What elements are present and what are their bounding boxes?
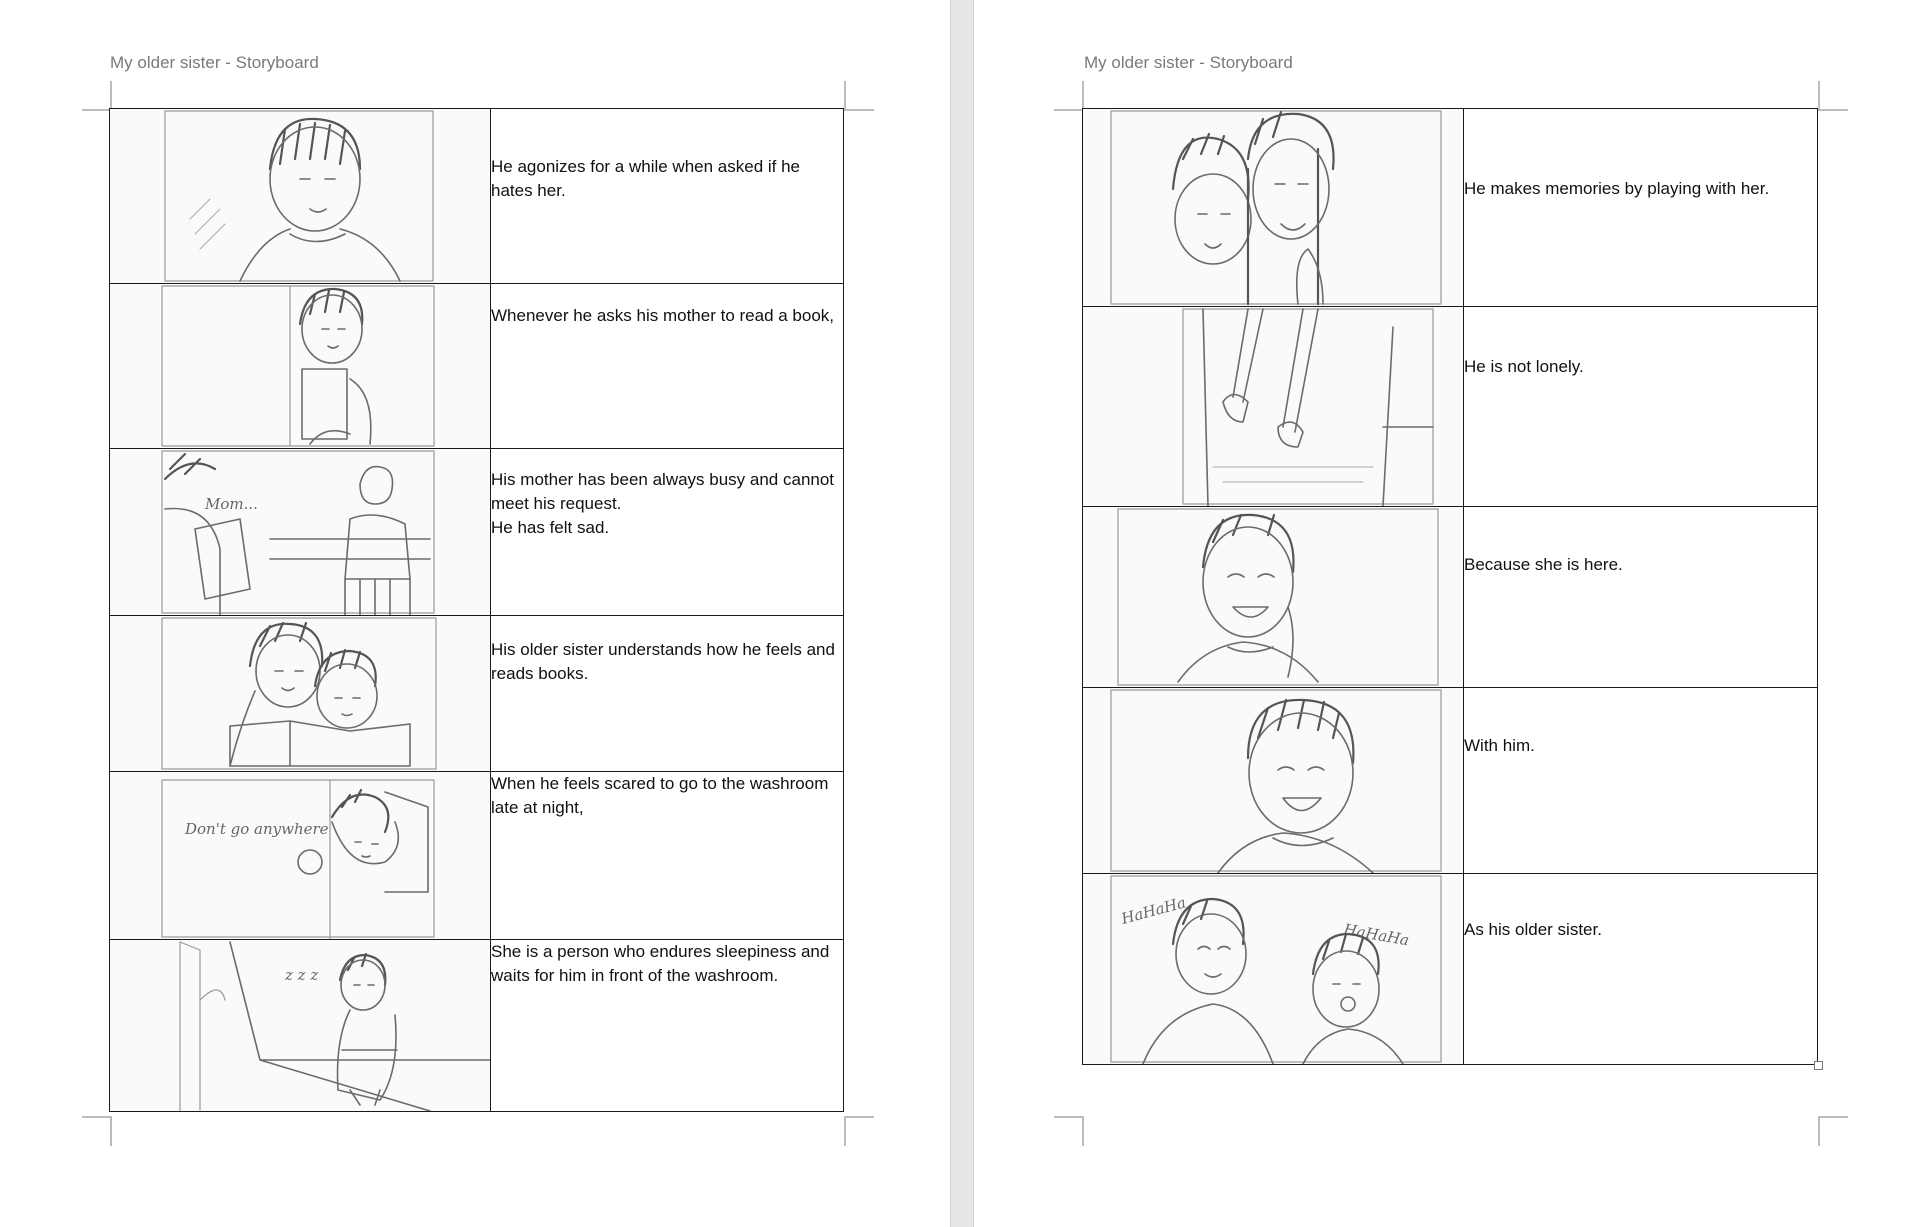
storyboard-table[interactable] bbox=[109, 108, 844, 1112]
panel-caption: As his older sister. bbox=[1464, 920, 1602, 939]
panel-image-cell[interactable] bbox=[110, 449, 491, 616]
storyboard-table[interactable] bbox=[1082, 108, 1818, 1065]
storyboard-row bbox=[110, 284, 844, 449]
panel-caption: His older sister understands how he feels and reads books. bbox=[491, 640, 835, 683]
sketch-sister-waiting bbox=[110, 940, 490, 1111]
panel-caption: When he feels scared to go to the washroom late at night, bbox=[491, 774, 829, 817]
margin-corner-mark bbox=[1818, 1116, 1848, 1146]
panel-caption: He agonizes for a while when asked if he hates her. bbox=[491, 157, 801, 200]
storyboard-row bbox=[110, 772, 844, 940]
panel-caption-cell[interactable] bbox=[491, 109, 844, 284]
storyboard-row bbox=[1083, 507, 1818, 688]
document-page-1 bbox=[0, 0, 950, 1227]
sketch-handwriting: Mom... bbox=[205, 495, 258, 513]
page-header: My older sister - Storyboard bbox=[110, 53, 319, 72]
sketch-washroom-door bbox=[110, 772, 490, 939]
sketch-walking-legs bbox=[1083, 307, 1463, 506]
panel-image-cell[interactable] bbox=[1083, 688, 1464, 874]
panel-caption-cell[interactable] bbox=[491, 616, 844, 772]
table-resize-handle[interactable] bbox=[1814, 1061, 1823, 1070]
panel-caption-cell[interactable] bbox=[1464, 109, 1818, 307]
margin-corner-mark bbox=[82, 1116, 112, 1146]
panel-image-cell[interactable] bbox=[110, 772, 491, 940]
storyboard-row bbox=[110, 449, 844, 616]
panel-caption-cell[interactable] bbox=[1464, 688, 1818, 874]
storyboard-row bbox=[1083, 688, 1818, 874]
panel-image-cell[interactable] bbox=[110, 109, 491, 284]
sketch-boy-thinking bbox=[110, 109, 490, 283]
sketch-both-laughing bbox=[1083, 874, 1463, 1064]
margin-corner-mark bbox=[844, 81, 874, 111]
margin-corner-mark bbox=[1054, 1116, 1084, 1146]
panel-caption-cell[interactable] bbox=[491, 449, 844, 616]
page-header: My older sister - Storyboard bbox=[1084, 53, 1293, 72]
margin-corner-mark bbox=[1054, 81, 1084, 111]
storyboard-row bbox=[1083, 109, 1818, 307]
panel-caption: He is not lonely. bbox=[1464, 357, 1584, 376]
panel-image-cell[interactable] bbox=[1083, 874, 1464, 1065]
panel-caption: With him. bbox=[1464, 736, 1535, 755]
panel-caption-cell[interactable] bbox=[1464, 874, 1818, 1065]
storyboard-row bbox=[1083, 874, 1818, 1065]
sketch-boy-with-book bbox=[110, 284, 490, 448]
panel-image-cell[interactable] bbox=[110, 284, 491, 449]
panel-caption-cell[interactable] bbox=[1464, 307, 1818, 507]
panel-caption: He makes memories by playing with her. bbox=[1464, 179, 1770, 198]
sketch-handwriting: Don't go anywhere bbox=[185, 820, 329, 838]
margin-corner-mark bbox=[82, 81, 112, 111]
margin-corner-mark bbox=[844, 1116, 874, 1146]
panel-caption-cell[interactable] bbox=[491, 284, 844, 449]
page-gutter bbox=[950, 0, 974, 1227]
sketch-sister-reading bbox=[110, 616, 490, 771]
panel-image-cell[interactable] bbox=[110, 616, 491, 772]
document-page-2 bbox=[974, 0, 1920, 1227]
panel-image-cell[interactable] bbox=[1083, 109, 1464, 307]
margin-corner-mark bbox=[1818, 81, 1848, 111]
sketch-boy-smiling bbox=[1083, 688, 1463, 873]
storyboard-row bbox=[110, 616, 844, 772]
panel-image-cell[interactable] bbox=[1083, 507, 1464, 688]
storyboard-row bbox=[110, 940, 844, 1112]
panel-caption: His mother has been always busy and cannot meet his request. He has felt sad. bbox=[491, 470, 835, 537]
panel-caption: Because she is here. bbox=[1464, 555, 1623, 574]
storyboard-row bbox=[1083, 307, 1818, 507]
sketch-siblings-laughing bbox=[1083, 109, 1463, 306]
sketch-sister-smiling bbox=[1083, 507, 1463, 687]
sketch-mother-busy bbox=[110, 449, 490, 615]
panel-caption-cell[interactable] bbox=[491, 940, 844, 1112]
sketch-handwriting: HaHaHa bbox=[1119, 893, 1188, 928]
panel-caption: She is a person who endures sleepiness and waits for him in front of the washroom. bbox=[491, 942, 830, 985]
sketch-handwriting: HaHaHa bbox=[1342, 920, 1411, 950]
panel-caption: Whenever he asks his mother to read a book, bbox=[491, 306, 835, 325]
panel-image-cell[interactable] bbox=[110, 940, 491, 1112]
sketch-handwriting: z z z bbox=[285, 966, 319, 984]
panel-caption-cell[interactable] bbox=[1464, 507, 1818, 688]
panel-caption-cell[interactable] bbox=[491, 772, 844, 940]
panel-image-cell[interactable] bbox=[1083, 307, 1464, 507]
storyboard-row bbox=[110, 109, 844, 284]
